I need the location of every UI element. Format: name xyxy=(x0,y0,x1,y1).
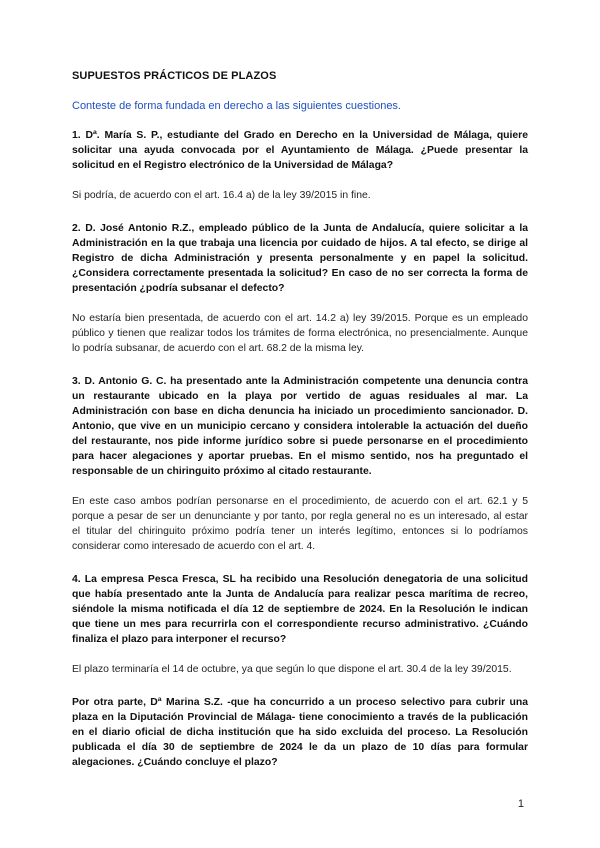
answer-3: En este caso ambos podrían personarse en el procedimiento, de acuerdo con el art. 62.1 y 5 porque a pesar de ser un denunciante y por tanto, por regla general no es un interesado, al estar el titular del chiringuito próximo podría tener un interés legítimo, entonces si lo podríamos considerar como interesado de acuerdo con el art. 4. xyxy=(72,496,528,552)
question-1: 1. Dª. María S. P., estudiante del Grado en Derecho en la Universidad de Málaga, quiere solicitar una ayuda convocada por el Ayuntamiento de Málaga. ¿Puede presentar la solicitud en el Registro electrónico de la Universidad de Málaga? xyxy=(72,130,528,171)
answer-4: El plazo terminaría el 14 de octubre, ya que según lo que dispone el art. 30.4 de la ley 39/2015. xyxy=(72,664,512,675)
document-title: SUPUESTOS PRÁCTICOS DE PLAZOS xyxy=(72,70,277,82)
page-number: 1 xyxy=(517,798,524,810)
question-2: 2. D. José Antonio R.Z., empleado público de la Junta de Andalucía, quiere solicitar a la Administración en la que trabaja una licencia por cuidado de hijos. A tal efecto, se dirige al Registro de dicha Administración y presenta personalmente y en papel la solicitud. ¿Considera correctamente presentada la solicitud? En caso de no ser correcta la forma de presentación ¿podría subsanar el defecto? xyxy=(72,223,528,294)
document-body xyxy=(72,70,528,785)
answer-1: Si podría, de acuerdo con el art. 16.4 a) de la ley 39/2015 in fine. xyxy=(72,190,371,201)
answer-2: No estaría bien presentada, de acuerdo con el art. 14.2 a) ley 39/2015. Porque es un empleado público y tienen que realizar todos los trámites de forma electrónica, no presencialmente. Aunque lo podría subsanar, de acuerdo con el art. 68.2 de la misma ley. xyxy=(72,313,528,354)
question-4: 4. La empresa Pesca Fresca, SL ha recibido una Resolución denegatoria de una solicitud que había presentado ante la Junta de Andalucía para realizar pesca marítima de recreo, siéndole la misma notificada el día 12 de septiembre de 2024. En la Resolución le indican que tiene un mes para recurrirla con el correspondiente recurso administrativo. ¿Cuándo finaliza el plazo para interponer el recurso? xyxy=(72,574,528,645)
question-3: 3. D. Antonio G. C. ha presentado ante la Administración competente una denuncia contra un restaurante ubicado en la playa por vertido de aguas residuales al mar. La Administración con base en dicha denuncia ha iniciado un procedimiento sancionador. D. Antonio, que vive en un municipio cercano y considera intolerable la actuación del dueño del restaurante, nos pide informe jurídico sobre si puede personarse en el procedimiento para hacer alegaciones y aportar pruebas. En el mismo sentido, nos ha preguntado el responsable de un chiringuito próximo al citado restaurante. xyxy=(72,376,528,477)
question-5: Por otra parte, Dª Marina S.Z. -que ha concurrido a un proceso selectivo para cubrir una plaza en la Diputación Provincial de Málaga- tiene conocimiento a través de la publicación en el diario oficial de dicha institución que ha sido excluida del proceso. La Resolución publicada el día 30 de septiembre de 2024 le da un plazo de 10 días para formular alegaciones. ¿Cuándo concluye el plazo? xyxy=(72,697,528,768)
instruction-text: Conteste de forma fundada en derecho a las siguientes cuestiones. xyxy=(72,100,401,112)
